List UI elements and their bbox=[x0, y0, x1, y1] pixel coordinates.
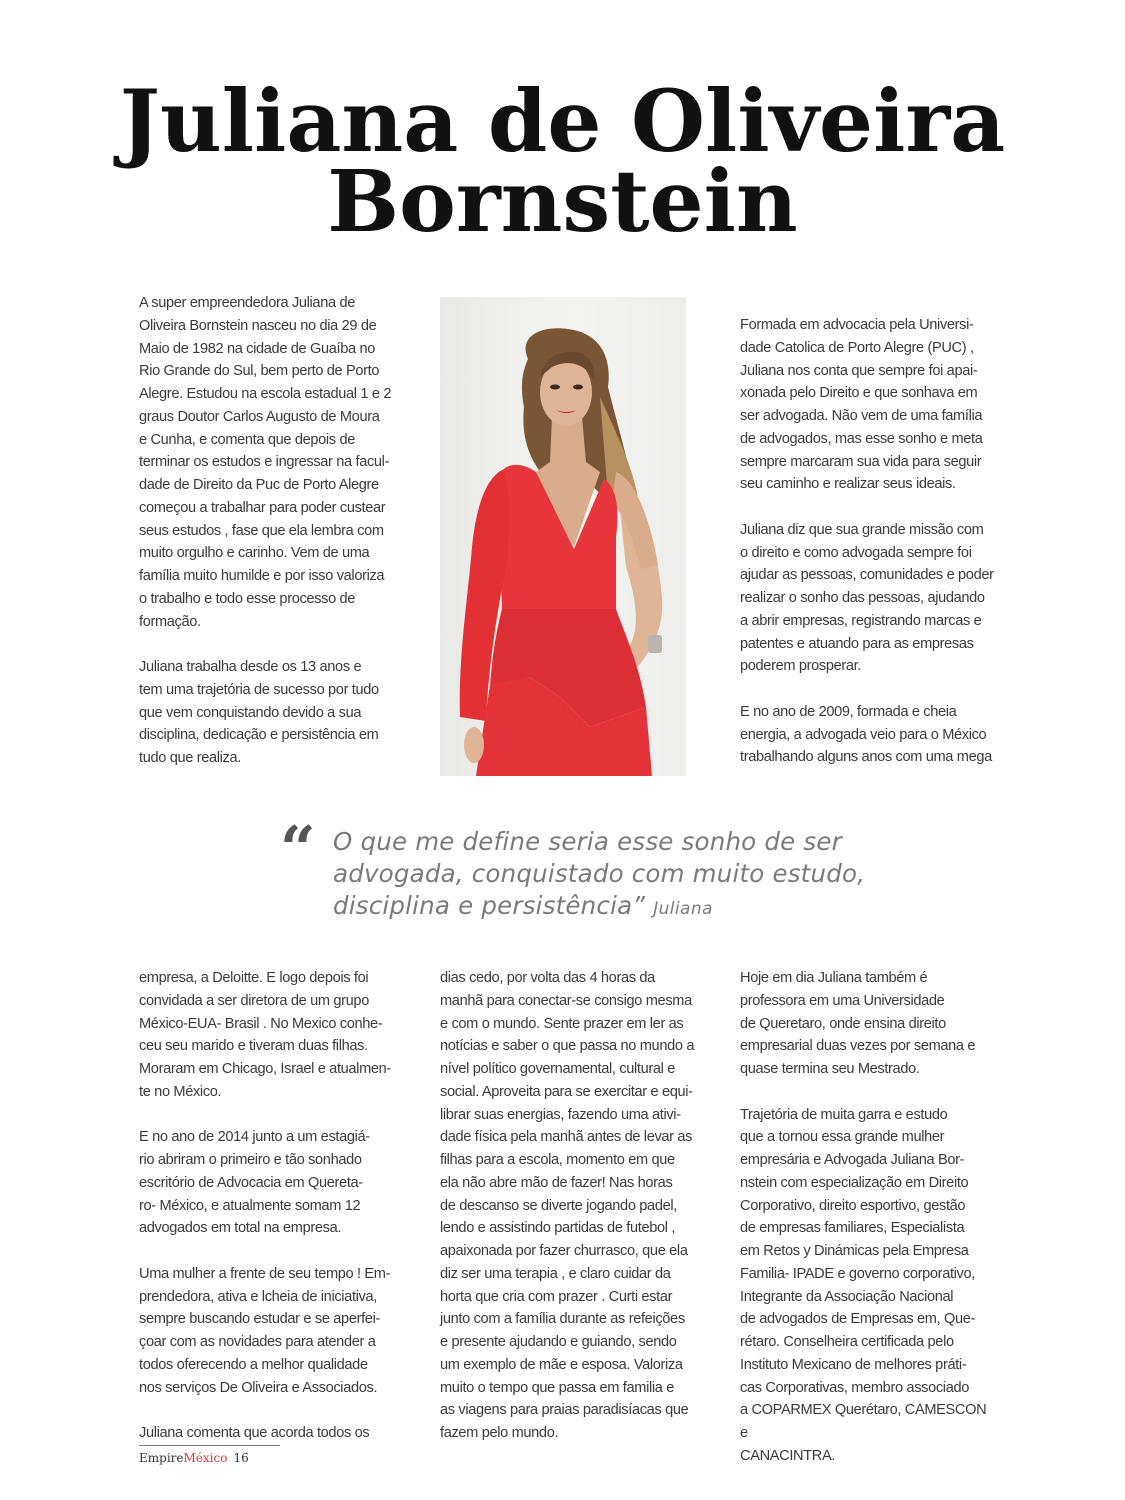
article-title-line-2: Bornstein bbox=[327, 152, 798, 252]
woman-portrait-illustration bbox=[440, 297, 686, 776]
paragraph: empresa, a Deloitte. E logo depois foi convidada a ser diretora de um grupo México-EUA- Brasil . No Mexico conhe- ceu seu marido e tiveram duas filhas. Moraram em Chicago, Israel e atualmen- te no México. bbox=[139, 970, 391, 1100]
top-column-right bbox=[740, 314, 995, 769]
pull-quote-author: Juliana bbox=[653, 899, 713, 919]
pull-quote bbox=[333, 826, 893, 925]
paragraph: E no ano de 2009, formada e cheia energia, a advogada veio para o México trabalhando alguns anos com uma mega bbox=[740, 703, 992, 766]
paragraph: Juliana diz que sua grande missão com o direito e como advogada sempre foi ajudar as pessoas, comunidades e poder realizar o sonho das pessoas, ajudando a abrir empresas, registrando marcas e patentes e atuando para as empresas poderem prosperar. bbox=[740, 521, 994, 675]
quote-mark-icon: “ bbox=[280, 812, 316, 885]
magazine-name-accent: México bbox=[183, 1451, 228, 1465]
magazine-name: Empire bbox=[139, 1451, 184, 1465]
bottom-column-right bbox=[740, 967, 995, 1468]
paragraph: E no ano de 2014 junto a um estagiá- rio abriram o primeiro e tão sonhado escritório de Advocacia em Quereta- ro- México, e atualmente somam 12 advogados em total na empresa. bbox=[139, 1129, 370, 1237]
paragraph: Formada em advocacia pela Universi- dade Catolica de Porto Alegre (PUC) , Juliana nos conta que sempre foi apai- xonada pelo Direito e que sonhava em ser advogada. Não vem de uma família de advogados, mas esse sonho e meta sempre marcaram sua vida para seguir seu caminho e realizar seus ideais. bbox=[740, 317, 983, 493]
bottom-column-middle bbox=[440, 967, 695, 1445]
bottom-column-left bbox=[139, 967, 394, 1445]
portrait-photo bbox=[440, 297, 686, 776]
pull-quote-text: O que me define seria esse sonho de ser advogada, conquistado com muito estudo, disciplina e persistência” bbox=[333, 827, 866, 920]
top-column-left bbox=[139, 292, 394, 770]
paragraph: Hoje em dia Juliana também é professora em uma Universidade de Queretaro, onde ensina direito empresarial duas vezes por semana e quase termina seu Mestrado. bbox=[740, 970, 976, 1077]
page-footer bbox=[139, 1451, 249, 1465]
paragraph: Uma mulher a frente de seu tempo ! Em- prendedora, ativa e lcheia de iniciativa, sempre buscando estudar e se aperfei- çoar com as novidades para atender a todos oferecendo a melhor qualidade nos serviços De Oliveira e Associados. bbox=[139, 1265, 391, 1396]
paragraph: dias cedo, por volta das 4 horas da manhã para conectar-se consigo mesma e com o mundo. Sente prazer em ler as notícias e saber o que passa no mundo a nível político governamental, cultural e social. Aproveita para se exercitar e equi- librar suas energias, fazendo uma ativi- dade física pela manhã antes de levar as filhas para a escola, momento em que ela não abre mão de fazer! Nas horas de descanso se diverte jogando padel, lendo e assistindo partidas de futebol , apaixonada por fazer churrasco, que ela diz ser uma terapia , e claro cuidar da horta que cria com prazer . Curti estar junto com a família durante as refeições e presente ajudando e guiando, sendo um exemplo de mãe e esposa. Valoriza muito o tempo que passa em familia e as viagens para praias paradisíacas que fazem pelo mundo. bbox=[440, 970, 695, 1441]
article-title-line-1: Juliana de Oliveira bbox=[119, 72, 1006, 172]
paragraph: Juliana comenta que acorda todos os bbox=[139, 1425, 370, 1441]
paragraph: Trajetória de muita garra e estudo que a tornou essa grande mulher empresária e Advogada Juliana Bor- nstein com especialização em Direito Corporativo, direito esportivo, gestão de empresas familiares, Especialista em Retos y Dinámicas pela Empresa Familia- IPADE e governo corporativo, Integrante da Associação Nacional de advogados de Empresas em, Que- rétaro. Conselheira certificada pelo Instituto Mexicano de melhores práti- cas Corporativas, membro associado a COPARMEX Querétaro, CAMESCON e CANACINTRA. bbox=[740, 1106, 987, 1464]
page-number: 16 bbox=[233, 1451, 249, 1465]
paragraph: Juliana trabalha desde os 13 anos e tem uma trajetória de sucesso por tudo que vem conquistando devido a sua disciplina, dedicação e persistência em tudo que realiza. bbox=[139, 659, 379, 766]
paragraph: A super empreendedora Juliana de Oliveira Bornstein nasceu no dia 29 de Maio de 1982 na cidade de Guaíba no Rio Grande do Sul, bem perto de Porto Alegre. Estudou na escola estadual 1 e 2 graus Doutor Carlos Augusto de Moura e Cunha, e comenta que depois de terminar os estudos e ingressar na facul- dade de Direito da Puc de Porto Alegre começou a trabalhar para poder custear seus estudos , fase que ela lembra com muito orgulho e carinho. Vem de uma família muito humilde e por isso valoriza o trabalho e todo esse processo de formação. bbox=[139, 295, 392, 630]
footer-divider bbox=[139, 1445, 280, 1446]
article-title bbox=[0, 72, 1125, 252]
